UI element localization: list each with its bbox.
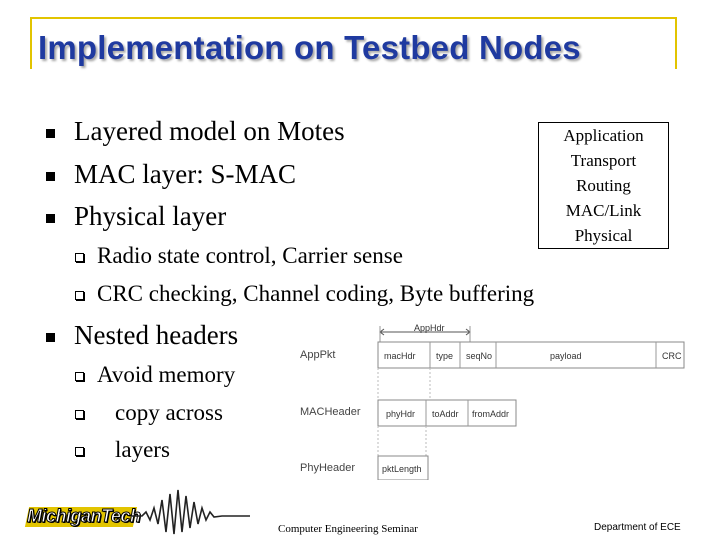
sub-bullet-box-icon	[75, 410, 84, 419]
sub-bullet-box-icon	[75, 372, 84, 381]
stack-layer-transport: Transport	[570, 151, 637, 170]
stack-layer-mac-link: MAC/Link	[565, 201, 642, 220]
sub-bullet-copy-across: copy across	[115, 400, 223, 425]
nested-header-diagram	[298, 320, 690, 480]
footer-seminar: Computer Engineering Seminar	[278, 523, 418, 535]
sub-bullet-crc-checking: CRC checking, Channel coding, Byte buffering	[97, 281, 535, 306]
row-label-app-pkt: AppPkt	[300, 349, 336, 361]
cell-type: type	[436, 351, 454, 361]
stack-layer-application: Application	[563, 126, 644, 145]
app-hdr-label: AppHdr	[414, 323, 445, 333]
diagram-lines	[298, 320, 690, 480]
stack-layer-physical: Physical	[574, 226, 633, 245]
row-label-mac-header: MACHeader	[300, 406, 361, 418]
sub-bullet-box-icon	[75, 253, 84, 262]
bullet-nested-headers: Nested headers	[74, 320, 239, 350]
slide-title: Implementation on Testbed Nodes	[38, 29, 581, 66]
cell-crc: CRC	[662, 351, 682, 361]
title-frame-left	[30, 17, 32, 69]
bullet-square-icon	[46, 172, 55, 181]
cell-payload: payload	[550, 351, 582, 361]
cell-to-addr: toAddr	[432, 409, 459, 419]
waveform-icon	[132, 486, 250, 536]
cell-from-addr: fromAddr	[472, 409, 510, 419]
title-frame-right	[675, 17, 677, 69]
sub-bullet-radio-state: Radio state control, Carrier sense	[97, 243, 403, 268]
cell-pkt-length: pktLength	[382, 464, 422, 474]
protocol-stack	[538, 122, 669, 249]
sub-bullet-box-icon	[75, 447, 84, 456]
cell-mac-hdr: macHdr	[384, 351, 416, 361]
cell-seq-no: seqNo	[466, 351, 493, 361]
sub-bullet-layers: layers	[115, 437, 170, 462]
stack-layer-routing: Routing	[576, 176, 631, 195]
cell-phy-hdr: phyHdr	[386, 409, 416, 419]
footer-department: Department of ECE	[594, 522, 681, 533]
bullet-square-icon	[46, 333, 55, 342]
bullet-mac-layer: MAC layer: S-MAC	[74, 159, 296, 189]
row-label-phy-header: PhyHeader	[300, 462, 356, 474]
sub-bullet-avoid-memory: Avoid memory	[97, 362, 236, 387]
bullet-layered-model: Layered model on Motes	[74, 116, 345, 146]
bullet-physical-layer: Physical layer	[74, 201, 227, 231]
bullet-square-icon	[46, 129, 55, 138]
title-frame-top	[30, 17, 677, 19]
bullet-square-icon	[46, 214, 55, 223]
sub-bullet-box-icon	[75, 291, 84, 300]
michigan-tech-logo: MichiganTech	[27, 506, 141, 526]
